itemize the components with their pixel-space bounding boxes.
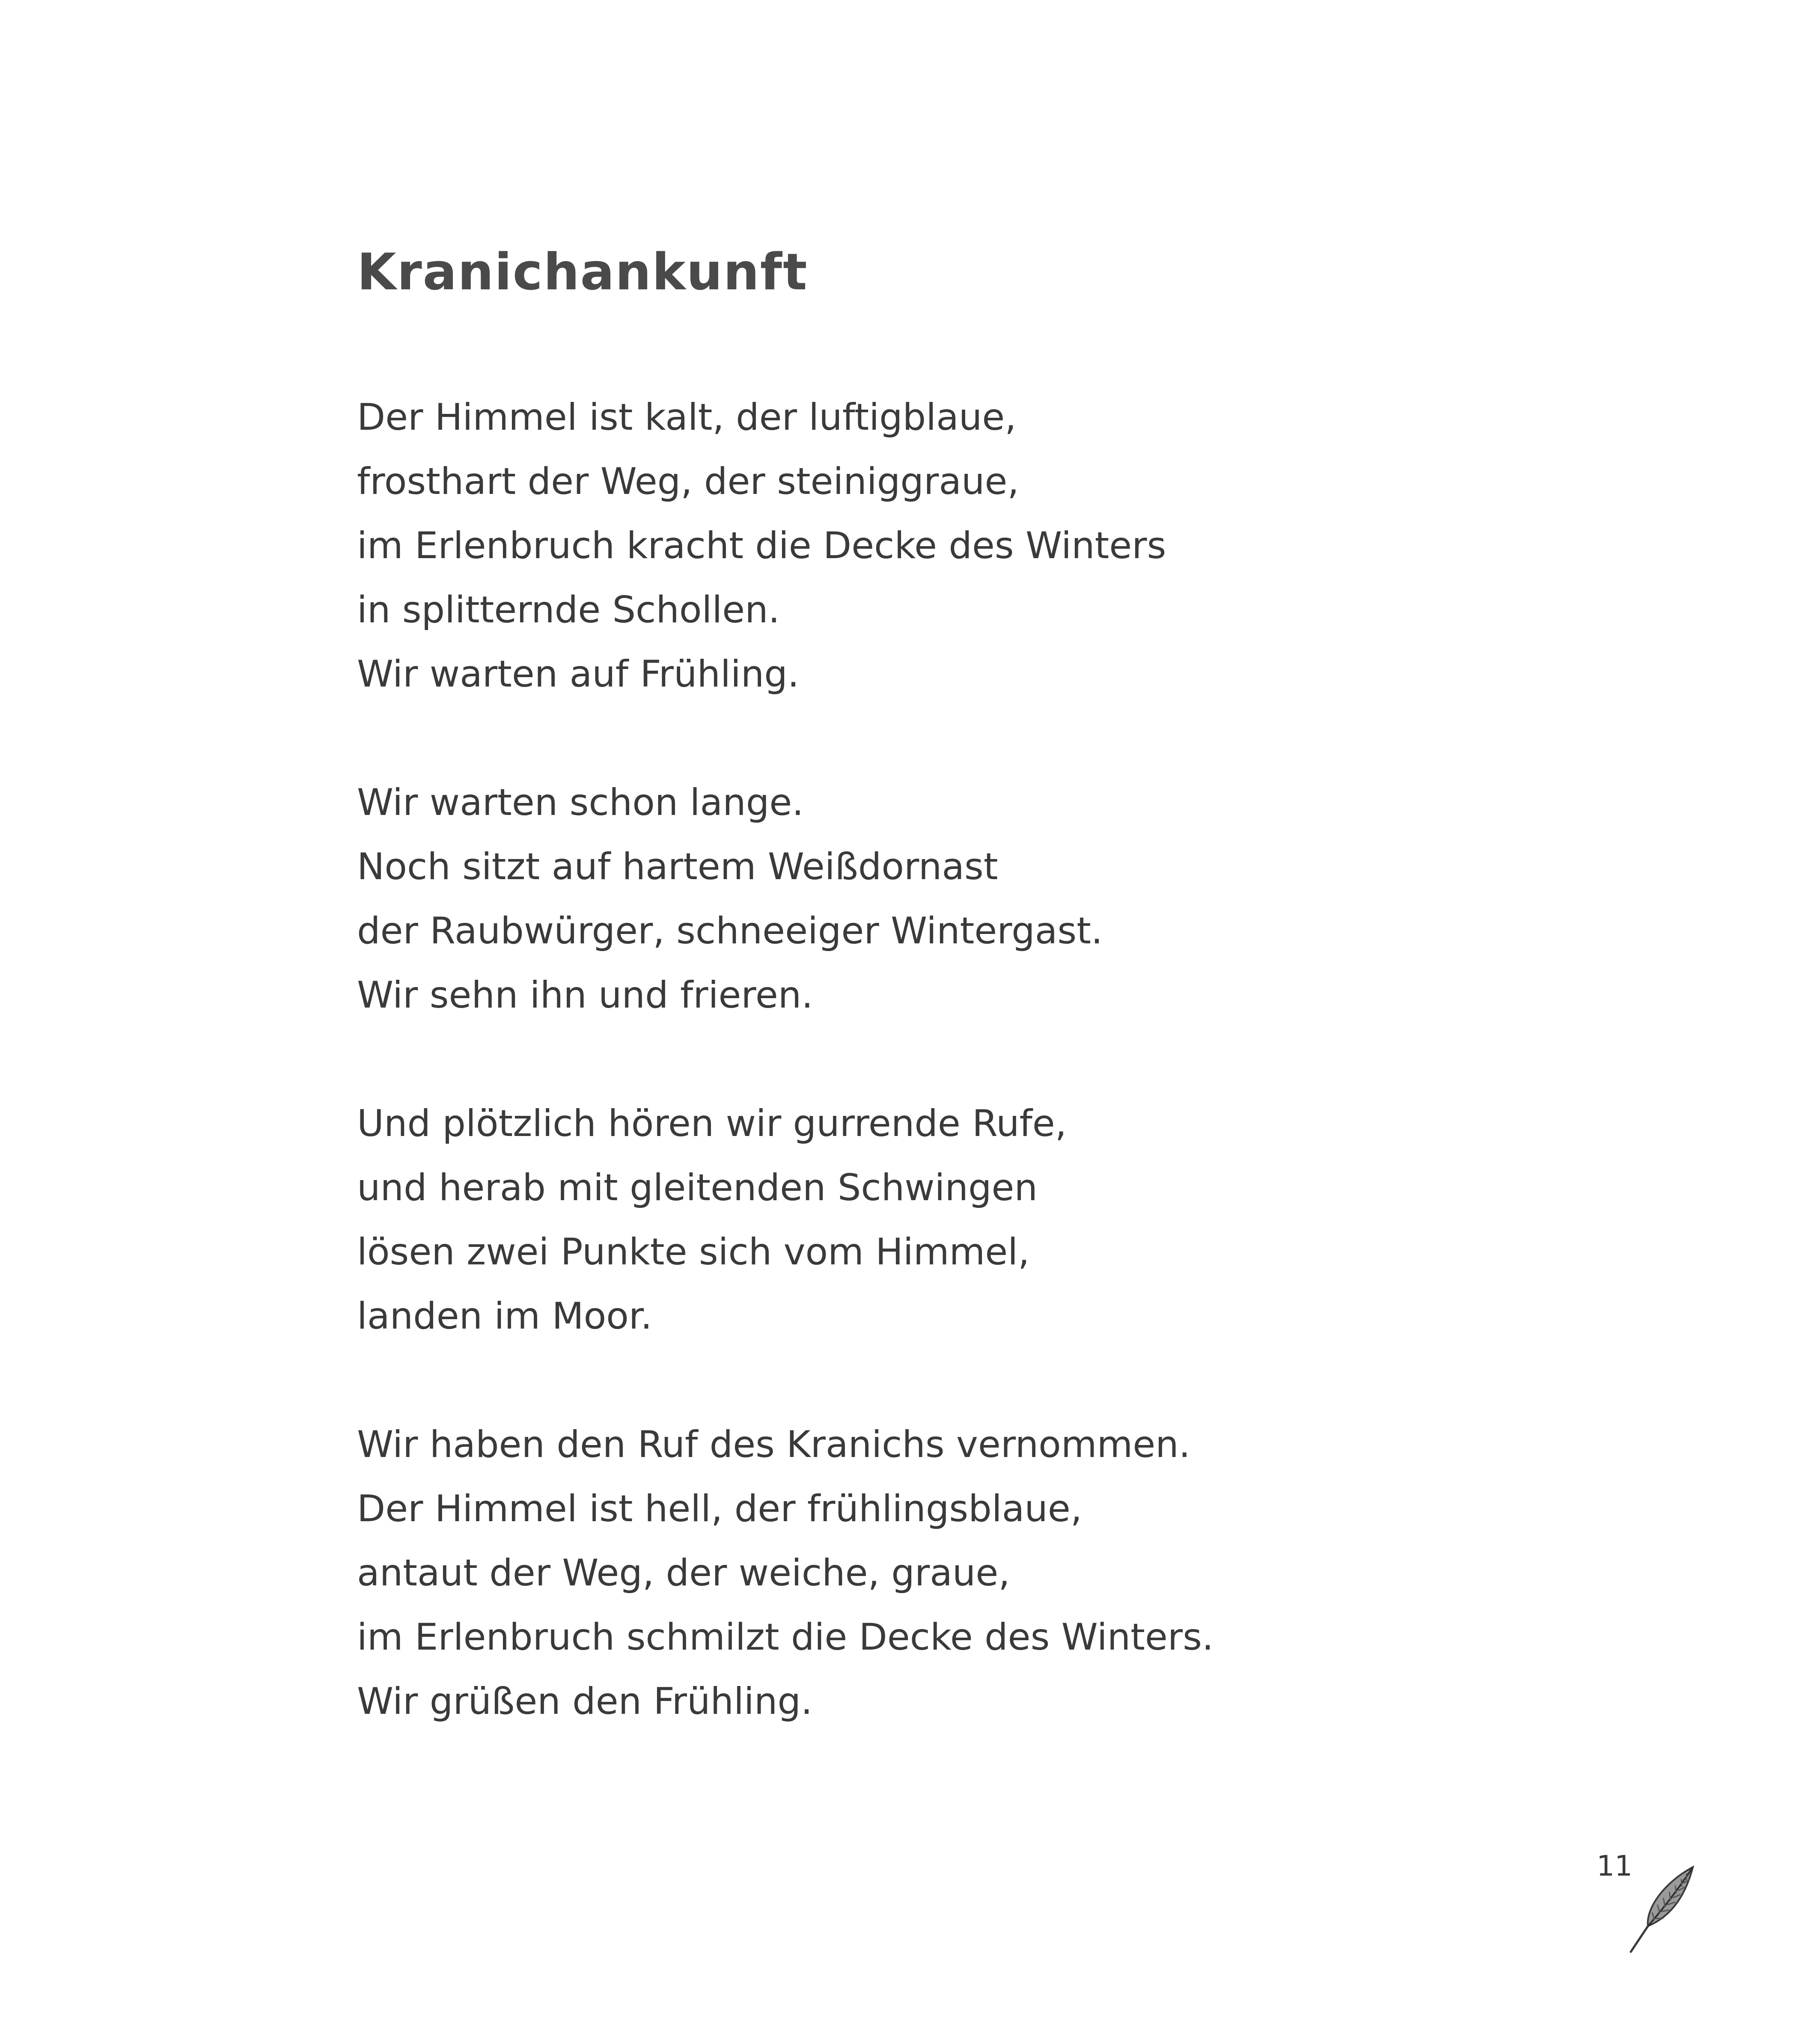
page-number: 11: [1597, 1850, 1633, 1882]
poem-line: Wir haben den Ruf des Kranichs vernommen.: [357, 1423, 1191, 1466]
poem-line: im Erlenbruch kracht die Decke des Winters: [357, 524, 1166, 567]
poem-body: [357, 385, 1598, 1798]
poem-title: Kranichankunft: [357, 242, 808, 301]
stanza-3: [357, 1091, 1598, 1348]
poem-line: Und plötzlich hören wir gurrende Rufe,: [357, 1102, 1067, 1145]
poem-line: antaut der Weg, der weiche, graue,: [357, 1552, 1010, 1594]
feather-icon: [1622, 1862, 1699, 1956]
poem-line: Wir warten auf Frühling.: [357, 653, 800, 696]
stanza-1: [357, 385, 1598, 706]
poem-line: im Erlenbruch schmilzt die Decke des Winters.: [357, 1616, 1214, 1659]
poem-line: Wir sehn ihn und frieren.: [357, 974, 813, 1017]
stanza-4: [357, 1412, 1598, 1734]
poem-line: Wir warten schon lange.: [357, 781, 804, 824]
poem-line: Der Himmel ist hell, der frühlingsblaue,: [357, 1487, 1082, 1530]
stanza-2: [357, 770, 1598, 1027]
poem-line: und herab mit gleitenden Schwingen: [357, 1166, 1038, 1209]
poem-line: Wir grüßen den Frühling.: [357, 1680, 813, 1723]
poem-line: der Raubwürger, schneeiger Wintergast.: [357, 910, 1103, 952]
poem-line: Der Himmel ist kalt, der luftigblaue,: [357, 396, 1017, 439]
poem-line: Noch sitzt auf hartem Weißdornast: [357, 845, 998, 888]
poem-line: lösen zwei Punkte sich vom Himmel,: [357, 1231, 1030, 1273]
poem-line: landen im Moor.: [357, 1295, 652, 1338]
poem-line: frosthart der Weg, der steiniggraue,: [357, 460, 1019, 503]
poem-line: in splitternde Schollen.: [357, 589, 780, 631]
